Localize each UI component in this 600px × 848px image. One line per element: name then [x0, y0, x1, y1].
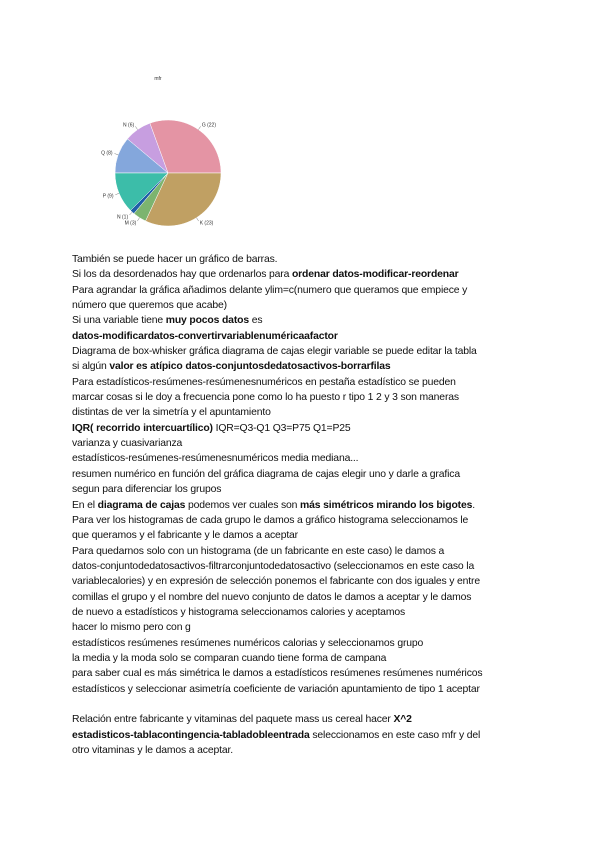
text-line: si algún valor es atípico datos-conjuntosdedatosactivos-borrarfilas	[72, 361, 391, 373]
text-line: número que queremos que acabe)	[72, 300, 227, 312]
text-line: estadisticos-tablacontingencia-tabladobleentrada seleccionamos en este caso mfr y del	[72, 729, 481, 741]
text-line: Si los da desordenados hay que ordenarlos para ordenar datos-modificar-reordenar	[72, 269, 459, 281]
pie-label-tick	[129, 212, 132, 215]
text-line: datos-modificardatos-convertirvariablenuméricaafactor	[72, 330, 338, 342]
text-line: estadísticos resúmenes resúmenes numéricos calorias y seleccionamos grupo	[72, 637, 424, 649]
pie-label-tick	[196, 218, 198, 221]
pie-label-tick	[198, 126, 200, 129]
pie-slice-label: N (6)	[123, 122, 135, 129]
text-line: Para quedarnos solo con un histograma (de un fabricante en este caso) le damos a	[72, 545, 445, 557]
text-line: para saber cual es más simétrica le damos a estadísticos resúmenes resúmenes numéricos	[72, 668, 483, 680]
text-line: marcar cosas si le doy a frecuencia pone como lo ha puesto r tipo 1 2 y 3 son maneras	[72, 392, 459, 404]
pie-slice-label: G (22)	[201, 122, 217, 129]
document-body	[72, 252, 532, 758]
text-line: IQR( recorrido intercuartílico) IQR=Q3-Q1 Q3=P75 Q1=P25	[72, 422, 351, 434]
text-line: segun para diferenciar los grupos	[72, 484, 222, 496]
text-line: de nuevo a estadísticos y histograma seleccionamos calories y aceptamos	[72, 606, 405, 618]
text-line: comillas el grupo y el nombre del nuevo conjunto de datos le damos a aceptar y le damos	[72, 591, 472, 603]
pie-slice-label: N (1)	[117, 214, 129, 221]
text-line: Para agrandar la gráfica añadimos delante ylim=c(numero que queramos que empiece y	[72, 284, 468, 296]
text-line: En el diagrama de cajas podemos ver cuales son más simétricos mirando los bigotes.	[72, 499, 475, 511]
text-line: Si una variable tiene muy pocos datos es	[72, 315, 263, 327]
pie-chart	[60, 60, 300, 250]
text-line: distintas de ver la simetría y el apuntamiento	[72, 407, 271, 419]
pie-label-tick	[135, 126, 137, 129]
text-line: Diagrama de box-whisker gráfica diagrama de cajas elegir variable se puede editar la tabla	[72, 346, 477, 358]
text-line: hacer lo mismo pero con g	[72, 622, 191, 634]
text-line: estadísticos y seleccionar asimetría coeficiente de variación apuntamiento de tipo 1 aceptar	[72, 683, 480, 695]
pie-slice-label: Q (8)	[101, 150, 113, 157]
text-line: la media y la moda solo se comparan cuando tiene forma de campana	[72, 652, 387, 664]
pie-label-tick	[137, 218, 139, 221]
text-line: También se puede hacer un gráfico de barras.	[72, 254, 278, 265]
pie-slice-label: K (23)	[199, 220, 214, 227]
pie-title: mfr	[154, 76, 162, 82]
text-line: Relación entre fabricante y vitaminas del paquete mass us cereal hacer X^2	[72, 714, 412, 726]
text-line: que queramos y el fabricante y le damos a aceptar	[72, 530, 298, 542]
text-line: Para ver los histogramas de cada grupo le damos a gráfico histograma seleccionamos le	[72, 514, 469, 526]
pie-label-tick	[114, 154, 118, 155]
pie-slice-label: P (9)	[102, 193, 114, 200]
text-line: varianza y cuasivarianza	[72, 438, 183, 450]
text-line: datos-conjuntodedatosactivos-filtrarconjuntodedatosactivo (seleccionamos en este caso la	[72, 560, 475, 572]
pie-label-tick	[115, 193, 119, 195]
blank-line	[72, 697, 532, 712]
pie-slice-label: M (3)	[124, 220, 137, 227]
text-line: variablecalories) y en expresión de selección ponemos el fabricante con dos iguales y entre	[72, 576, 480, 588]
text-line: otro vitaminas y le damos a aceptar.	[72, 745, 233, 756]
text-line: Para estadísticos-resúmenes-resúmenesnuméricos en pestaña estadístico se pueden	[72, 376, 456, 388]
text-line: estadísticos-resúmenes-resúmenesnuméricos media mediana...	[72, 453, 359, 465]
text-line: resumen numérico en función del gráfica diagrama de cajas elegir uno y darle a grafica	[72, 468, 460, 480]
